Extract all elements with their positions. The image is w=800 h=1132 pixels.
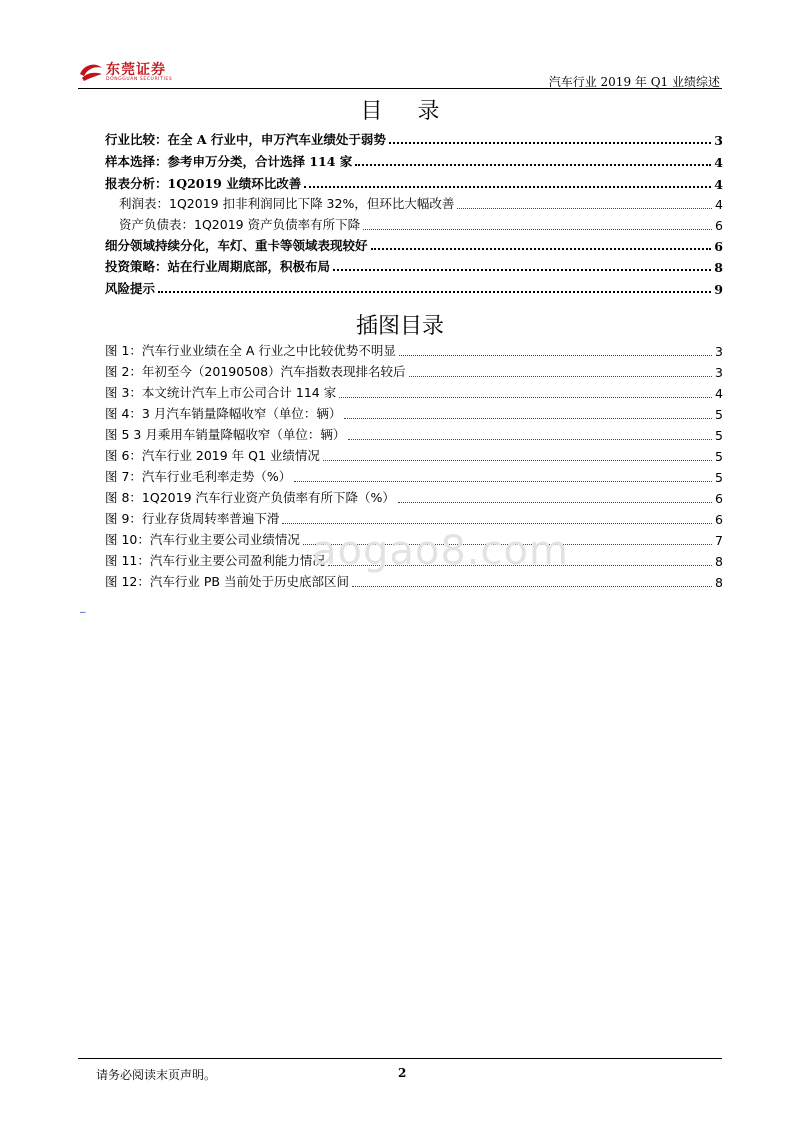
- toc-entry-page: 4: [714, 177, 723, 192]
- logo-mark-icon: [78, 60, 104, 82]
- report-title: 汽车行业 2019 年 Q1 业绩综述: [548, 75, 720, 89]
- figure-entry-text: 图 4：3 月汽车销量降幅收窄（单位：辆）: [105, 406, 342, 421]
- toc-entry-page: 3: [714, 133, 723, 148]
- figure-entry-page: 5: [715, 449, 723, 464]
- toc-subentry[interactable]: [119, 195, 723, 212]
- dot-leader: [355, 156, 711, 166]
- dot-leader: [457, 198, 712, 209]
- company-logo: [78, 60, 188, 86]
- dot-leader: [304, 178, 711, 188]
- toc-entry-text: 行业比较：在全 A 行业中，申万汽车业绩处于弱势: [105, 132, 386, 147]
- figure-entry-text: 图 6：汽车行业 2019 年 Q1 业绩情况: [105, 448, 320, 463]
- figure-entry[interactable]: [105, 384, 723, 401]
- toc-heading: 目 录: [360, 99, 454, 124]
- figure-entry-text: 图 3：本文统计汽车上市公司合计 114 家: [105, 385, 337, 400]
- figure-entry-page: 3: [715, 344, 723, 359]
- figure-entry-text: 图 2：年初至今（20190508）汽车指数表现排名较后: [105, 364, 406, 379]
- figure-list-heading: 插图目录: [355, 314, 444, 339]
- toc-entry[interactable]: [105, 175, 723, 192]
- figure-entry-page: 4: [715, 386, 723, 401]
- figure-entry-text: 图 10：汽车行业主要公司业绩情况: [105, 532, 300, 547]
- dot-leader: [282, 513, 712, 524]
- watermark: aogao8.com: [312, 528, 569, 574]
- toc-entry-text: 投资策略：站在行业周期底部，积极布局: [105, 259, 331, 274]
- dot-leader: [333, 261, 711, 271]
- dot-leader: [344, 408, 712, 419]
- dot-leader: [371, 240, 712, 250]
- dot-leader: [363, 219, 712, 230]
- page-number: 2: [398, 1066, 407, 1080]
- figure-entry[interactable]: [105, 447, 723, 464]
- dot-leader: [348, 429, 712, 440]
- toc-entry[interactable]: [105, 258, 723, 275]
- stray-mark: _: [80, 600, 86, 613]
- dot-leader: [352, 576, 712, 587]
- toc-entry-text: 风险提示: [105, 281, 156, 296]
- footer-divider: [78, 1058, 722, 1059]
- figure-entry-text: 图 7：汽车行业毛利率走势（%）: [105, 469, 292, 484]
- toc-entry-text: 利润表：1Q2019 扣非利润同比下降 32%，但环比大幅改善: [119, 196, 455, 211]
- figure-entry[interactable]: [105, 510, 723, 527]
- dot-leader: [409, 366, 712, 377]
- figure-entry[interactable]: [105, 405, 723, 422]
- toc-entry-page: 4: [714, 155, 723, 170]
- toc-entry-page: 6: [715, 218, 723, 233]
- footer-disclaimer: 请务必阅读末页声明。: [96, 1068, 217, 1082]
- toc-entry-text: 报表分析：1Q2019 业绩环比改善: [105, 176, 302, 191]
- figure-entry[interactable]: [105, 363, 723, 380]
- dot-leader: [389, 134, 711, 144]
- figure-entry-text: 图 9：行业存货周转率普遍下滑: [105, 511, 280, 526]
- logo-text-en: DONGGUAN SECURITIES: [106, 77, 173, 82]
- figure-entry[interactable]: [105, 342, 723, 359]
- dot-leader: [339, 387, 712, 398]
- dot-leader: [398, 492, 712, 503]
- header-divider: [78, 88, 722, 89]
- toc-entry-text: 细分领域持续分化，车灯、重卡等领域表现较好: [105, 238, 368, 253]
- toc-entry[interactable]: [105, 131, 723, 148]
- figure-entry-text: 图 11：汽车行业主要公司盈利能力情况: [105, 553, 325, 568]
- figure-entry-page: 7: [715, 533, 723, 548]
- figure-entry-page: 5: [715, 407, 723, 422]
- dot-leader: [294, 471, 712, 482]
- figure-entry[interactable]: [105, 489, 723, 506]
- figure-entry-text: 图 1：汽车行业业绩在全 A 行业之中比较优势不明显: [105, 343, 396, 358]
- figure-entry[interactable]: [105, 573, 723, 590]
- toc-entry-page: 4: [715, 197, 723, 212]
- figure-entry-page: 3: [715, 365, 723, 380]
- dot-leader: [323, 450, 712, 461]
- figure-entry-page: 5: [715, 428, 723, 443]
- toc-entry-text: 样本选择：参考申万分类，合计选择 114 家: [105, 154, 353, 169]
- figure-entry[interactable]: [105, 468, 723, 485]
- toc-entry[interactable]: [105, 280, 723, 297]
- toc-subentry[interactable]: [119, 216, 723, 233]
- dot-leader: [158, 283, 711, 293]
- figure-entry-text: 图 8：1Q2019 汽车行业资产负债率有所下降（%）: [105, 490, 395, 505]
- toc-entry-page: 9: [714, 282, 723, 297]
- logo-text-cn: 东莞证券: [106, 62, 166, 78]
- figure-entry-page: 6: [715, 491, 723, 506]
- toc-entry[interactable]: [105, 153, 723, 170]
- toc-entry-page: 8: [714, 260, 723, 275]
- figure-entry[interactable]: [105, 426, 723, 443]
- figure-entry-page: 8: [715, 554, 723, 569]
- figure-entry-page: 8: [715, 575, 723, 590]
- figure-entry-page: 6: [715, 512, 723, 527]
- dot-leader: [399, 345, 712, 356]
- page-header: [78, 56, 722, 90]
- figure-entry-text: 图 12：汽车行业 PB 当前处于历史底部区间: [105, 574, 349, 589]
- toc-entry[interactable]: [105, 237, 723, 254]
- toc-entry-page: 6: [714, 239, 723, 254]
- toc-entry-text: 资产负债表：1Q2019 资产负债率有所下降: [119, 217, 361, 232]
- figure-entry-page: 5: [715, 470, 723, 485]
- figure-entry-text: 图 5 3 月乘用车销量降幅收窄（单位：辆）: [105, 427, 346, 442]
